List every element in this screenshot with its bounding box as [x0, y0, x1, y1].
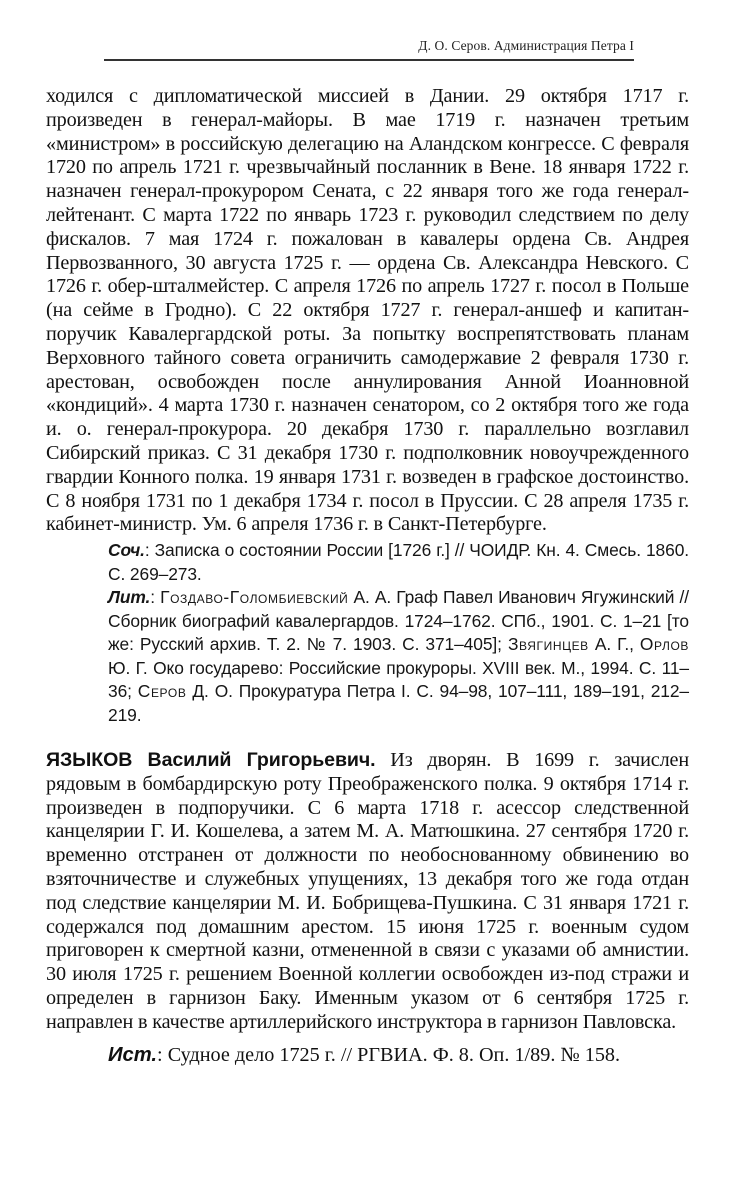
entry-body: [46, 749, 689, 1035]
entry-text: Из дворян. В 1699 г. зачислен рядовым в бомбардирскую роту Преображенского полка. 9 октября 1714 г. произведен в подпоручики. С 6 марта 1718 г. асессор следственной канцелярии Г. И. Кошелева, а затем М. А. Матюшкина. 27 сентября 1720 г. временно отстранен от должности по необоснованному обвинению во взяточничестве и служебных упущениях, 13 декабря того же года отдан под следствие канцелярии М. И. Бобрищева-Пушкина. С 31 января 1721 г. содержался под домашним арестом. 15 июня 1725 г. военным судом приговорен к смертной казни, отмененной в связи с указами об амнистии. 30 июля 1725 г. решением Военной коллегии освобожден из-под стражи и определен в гарнизон Баку. Именным указом от 6 сентября 1725 г. направлен в качестве артиллерийского инструктора в гарнизон Павловска.: [46, 749, 690, 1033]
sources-label: Ист.: [108, 1044, 158, 1066]
literature-reference: [108, 586, 689, 728]
literature-text: Д. О. Прокуратура Петра I. С. 94–98, 107–111, 189–191, 212–219.: [108, 681, 690, 725]
entry-body-continued: ходился с дипломатической миссией в Дании. 29 октября 1717 г. произведен в генерал-майоры. В мае 1719 г. назначен третьим «министром» в российскую делегацию на Аландском конгрессе. С февраля 1720 по апрель 1721 г. чрезвычайный посланник в Вене. 18 января 1722 г. назначен генерал-прокурором Сената, с 22 января того же года генерал-лейтенант. С марта 1722 по январь 1723 г. руководил следствием по делу фискалов. 7 мая 1724 г. пожалован в кавалеры ордена Св. Андрея Первозванного, 30 августа 1725 г. — ордена Св. Александра Невского. С 1726 г. обер-шталмейстер. С апреля 1726 по апрель 1727 г. посол в Польше (на сейме в Гродно). С 22 октября 1727 г. генерал-аншеф и капитан-поручик Кавалергардской роты. За попытку воспрепятствовать планам Верховного тайного совета ограничить самодержавие 2 февраля 1730 г. арестован, освобожден после аннулирования Анной Иоанновной «кондиций». 4 марта 1730 г. назначен сенатором, со 2 октября того же года и. о. генерал-прокурора. 20 декабря 1730 г. параллельно возглавил Сибирский приказ. С 31 декабря 1730 г. подполковник новоучрежденного гвардии Конного полка. 19 января 1731 г. возведен в графское достоинство. С 8 ноября 1731 по 1 декабря 1734 г. посол в Пруссии. С 28 апреля 1735 г. кабинет-министр. Ум. 6 апреля 1736 г. в Санкт-Петербурге.: [46, 85, 689, 536]
literature-author: Орлов: [639, 634, 689, 655]
literature-separator: :: [150, 587, 161, 607]
literature-label: Лит.: [108, 587, 151, 607]
literature-text: Ю. Г. Око государево: Российские прокуроры. XVIII век. М., 1994. С. 11–36;: [108, 657, 689, 702]
entry-headword: ЯЗЫКОВ Василий Григорьевич.: [46, 749, 376, 771]
running-header: Д. О. Серов. Администрация Петра I: [418, 38, 634, 53]
literature-text: А. Г.,: [588, 634, 640, 655]
works-text: : Записка о состоянии России [1726 г.] // ЧОИДР. Кн. 4. Смесь. 1860. С. 269–273.: [108, 540, 689, 584]
literature-author: Звягинцев: [507, 634, 589, 655]
header-rule: [104, 59, 634, 61]
works-label: Соч.: [108, 540, 145, 560]
literature-author: Гоздаво-Голомбиевский: [160, 587, 349, 607]
literature-text: А. А. Граф Павел Иванович Ягужинский // Сборник биографий кавалергардов. 1724–1762. СПб., 1901. С. 1–21 [то же: Русский архив. Т. 2. № 7. 1903. С. 371–405];: [108, 587, 689, 655]
literature-author: Серов: [137, 681, 187, 702]
works-reference: [108, 539, 689, 586]
sources-reference: [108, 1044, 689, 1068]
sources-text: : Судное дело 1725 г. // РГВИА. Ф. 8. Оп. 1/89. № 158.: [157, 1044, 621, 1066]
